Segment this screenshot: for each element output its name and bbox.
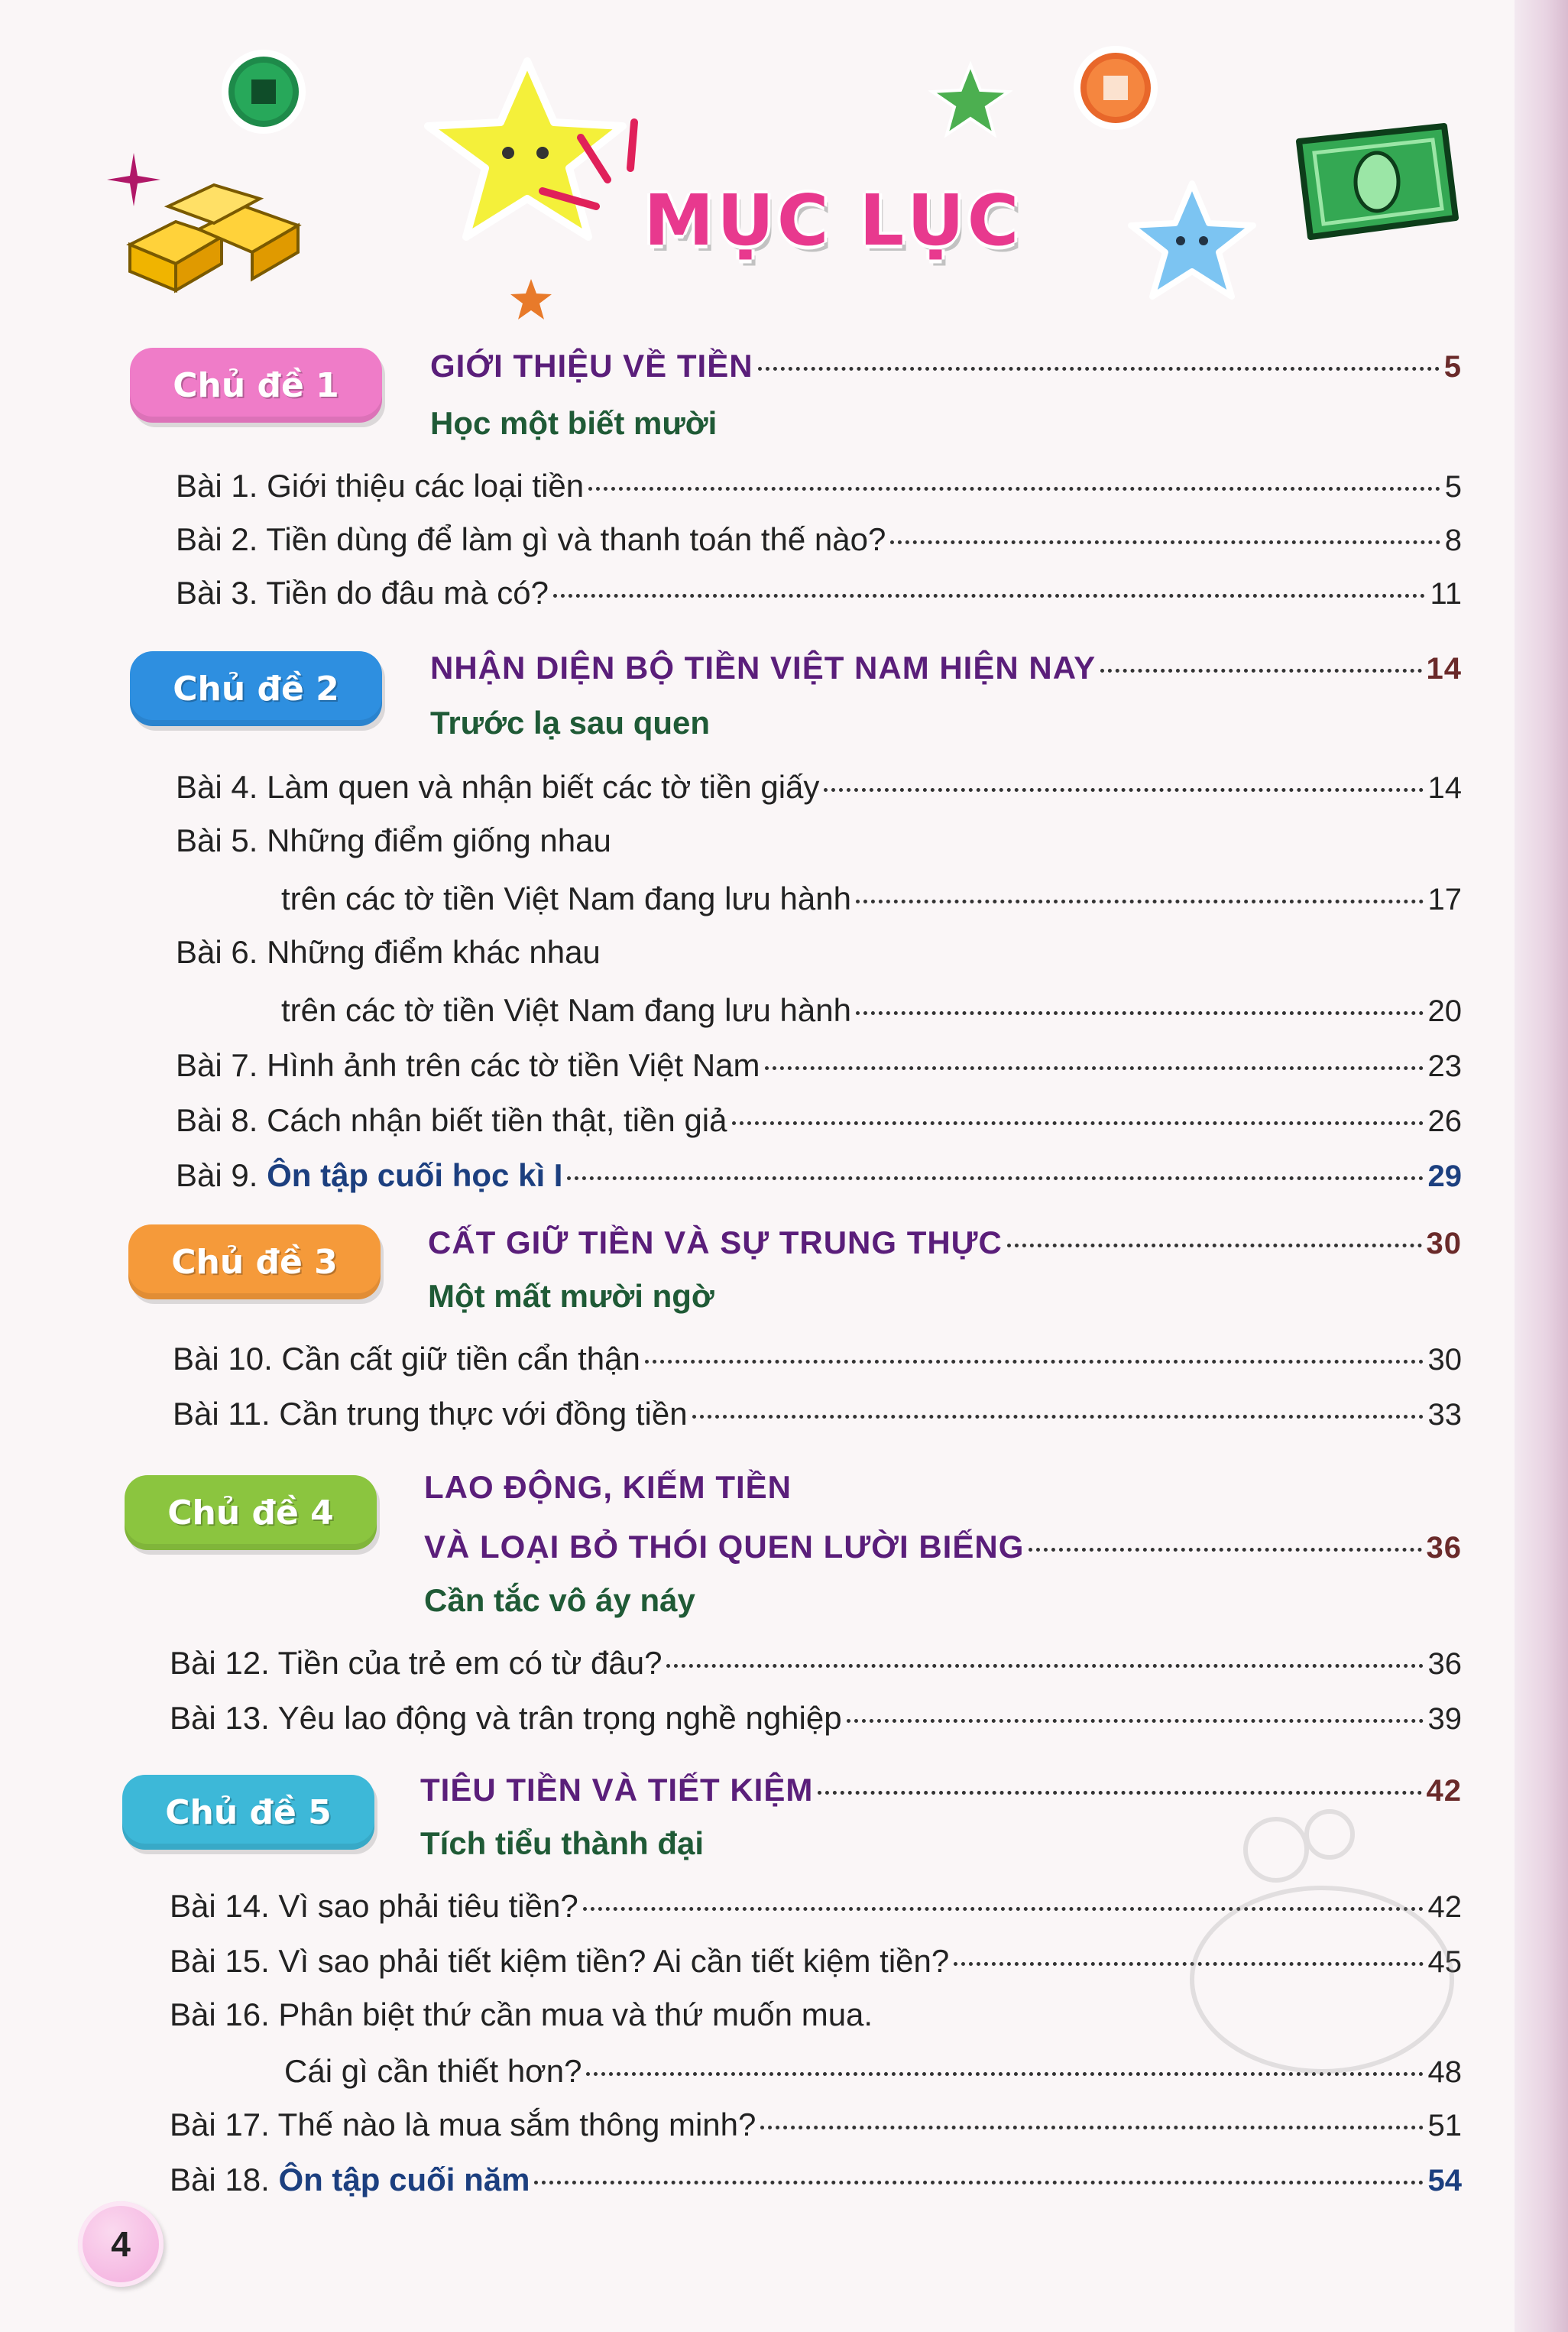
- lesson-title: Bài 17. Thế nào là mua sắm thông minh?: [170, 2107, 756, 2142]
- lesson-title: Bài 1. Giới thiệu các loại tiền: [176, 468, 585, 504]
- page-title: MỤC LỤC: [643, 180, 1022, 261]
- piggy-bank-watermark-icon: [1161, 1781, 1482, 2102]
- lesson-entry: [173, 1341, 1462, 1377]
- topic-subtitle-3: Một mất mười ngờ: [428, 1278, 714, 1314]
- lesson-title: Bài 16. Phân biệt thứ cần mua và thứ muốn mua.: [170, 1996, 873, 2032]
- dot-leader: [588, 487, 1440, 491]
- dot-leader: [1100, 669, 1421, 673]
- orange-coin-icon: [1070, 42, 1161, 134]
- green-coin-icon: [218, 46, 309, 138]
- topic-badge-5: Chủ đề 5: [122, 1775, 374, 1850]
- lesson-title: Bài 13. Yêu lao động và trân trọng nghề nghiệp: [170, 1700, 842, 1736]
- lesson-page: 42: [1427, 1890, 1462, 1924]
- lesson-prefix: Bài 18.: [170, 2162, 270, 2197]
- lesson-entry: [281, 881, 1462, 917]
- topic-page-4: 36: [1426, 1531, 1462, 1565]
- dot-leader: [847, 1719, 1424, 1723]
- dot-leader: [765, 1066, 1424, 1070]
- topic-title-1-text: GIỚI THIỆU VỀ TIỀN: [430, 348, 753, 384]
- dot-leader: [856, 1011, 1424, 1015]
- lesson-page: 29: [1427, 1160, 1462, 1193]
- topic-title-3-text: CẤT GIỮ TIỀN VÀ SỰ TRUNG THỰC: [428, 1224, 1003, 1260]
- lesson-title: Bài 15. Vì sao phải tiết kiệm tiền? Ai cần tiết kiệm tiền?: [170, 1943, 950, 1979]
- lesson-title-bold: Ôn tập cuối năm: [278, 2162, 530, 2197]
- dot-leader: [732, 1121, 1424, 1125]
- dot-leader: [758, 367, 1440, 371]
- topic-subtitle-2: Trước lạ sau quen: [430, 705, 711, 741]
- green-star-icon: [928, 61, 1012, 138]
- dot-leader: [1029, 1548, 1421, 1552]
- small-orange-star-icon: [508, 277, 554, 323]
- lesson-entry: [176, 1102, 1462, 1139]
- topic-page-5: 42: [1426, 1774, 1462, 1808]
- lesson-title: Bài 4. Làm quen và nhận biết các tờ tiền giấy: [176, 769, 820, 805]
- lesson-title: Bài 5. Những điểm giống nhau: [176, 822, 611, 858]
- lesson-page: 51: [1427, 2109, 1462, 2142]
- dot-leader: [534, 2181, 1423, 2184]
- lesson-entry: [170, 1700, 1462, 1737]
- lesson-entry: [176, 769, 1462, 806]
- topic-subtitle-1: Học một biết mười: [430, 405, 718, 441]
- topic-page-3: 30: [1426, 1227, 1462, 1260]
- lesson-title: Bài 2. Tiền dùng để làm gì và thanh toán thế nào?: [176, 521, 886, 557]
- page-number-badge: 4: [78, 2201, 164, 2287]
- dot-leader: [666, 1664, 1423, 1668]
- lesson-page: 5: [1444, 470, 1462, 504]
- topic-subtitle-5: Tích tiểu thành đại: [420, 1825, 705, 1861]
- topic-page-2: 14: [1426, 652, 1462, 686]
- topic-badge-1: Chủ đề 1: [130, 348, 382, 423]
- dot-leader: [567, 1176, 1423, 1180]
- dot-leader: [856, 900, 1424, 903]
- dot-leader: [890, 540, 1440, 544]
- topic-badge-2: Chủ đề 2: [130, 651, 382, 726]
- gold-bars-icon: [115, 176, 321, 298]
- lesson-entry: [176, 468, 1462, 504]
- lesson-page: 30: [1427, 1343, 1462, 1377]
- lesson-page: 36: [1427, 1647, 1462, 1681]
- blue-star-icon: [1123, 176, 1261, 306]
- topic-badge-4: Chủ đề 4: [125, 1475, 377, 1550]
- topic-title-2-text: NHẬN DIỆN BỘ TIỀN VIỆT NAM HIỆN NAY: [430, 650, 1097, 686]
- lesson-entry: [170, 2107, 1462, 2143]
- topic-badge-3: Chủ đề 3: [128, 1224, 381, 1299]
- lesson-page: 39: [1427, 1702, 1462, 1736]
- lesson-entry: [281, 992, 1462, 1029]
- lesson-page: 17: [1427, 883, 1462, 916]
- dot-leader: [692, 1415, 1424, 1419]
- lesson-title-continued: trên các tờ tiền Việt Nam đang lưu hành: [281, 992, 851, 1028]
- dot-leader: [553, 594, 1425, 598]
- lesson-page: 48: [1427, 2055, 1462, 2089]
- lesson-page: 33: [1427, 1398, 1462, 1432]
- banknote-icon: [1284, 111, 1467, 248]
- lesson-entry: [176, 521, 1462, 558]
- lesson-title-bold: Ôn tập cuối học kì I: [267, 1157, 563, 1193]
- topic-page-1: 5: [1443, 350, 1462, 384]
- lesson-page: 20: [1427, 994, 1462, 1028]
- lesson-title: Bài 6. Những điểm khác nhau: [176, 934, 601, 970]
- lesson-entry: [170, 1645, 1462, 1682]
- lesson-title: Bài 11. Cần trung thực với đồng tiền: [173, 1396, 688, 1432]
- topic-title-2: [430, 650, 1462, 686]
- dot-leader: [1007, 1244, 1422, 1247]
- lesson-title: Bài 12. Tiền của trẻ em có từ đâu?: [170, 1645, 663, 1681]
- lesson-page: 26: [1427, 1104, 1462, 1138]
- topic-title-3: [428, 1224, 1462, 1261]
- topic-title-4-line1: LAO ĐỘNG, KIẾM TIỀN: [424, 1469, 792, 1505]
- lesson-page: 45: [1427, 1945, 1462, 1979]
- topic-title-1: [430, 348, 1462, 384]
- lesson-title-continued: Cái gì cần thiết hơn?: [284, 2053, 582, 2089]
- topic-title-4-text: VÀ LOẠI BỎ THÓI QUEN LƯỜI BIẾNG: [424, 1529, 1025, 1565]
- lesson-title: Bài 7. Hình ảnh trên các tờ tiền Việt Nam: [176, 1047, 760, 1083]
- lesson-title: Bài 14. Vì sao phải tiêu tiền?: [170, 1888, 578, 1924]
- lesson-page: 8: [1444, 524, 1462, 557]
- lesson-title-continued: trên các tờ tiền Việt Nam đang lưu hành: [281, 881, 851, 916]
- topic-title-4: [424, 1529, 1462, 1565]
- page-edge: [1515, 0, 1568, 2332]
- dot-leader: [645, 1360, 1424, 1364]
- dot-leader: [824, 788, 1423, 792]
- lesson-page: 11: [1430, 577, 1462, 611]
- lesson-title: Bài 8. Cách nhận biết tiền thật, tiền giả: [176, 1102, 727, 1138]
- lesson-entry: [176, 575, 1462, 611]
- lesson-page: 23: [1427, 1049, 1462, 1083]
- dot-leader: [760, 2126, 1423, 2129]
- lesson-entry: [173, 1396, 1462, 1432]
- topic-title-5-text: TIÊU TIỀN VÀ TIẾT KIỆM: [420, 1772, 814, 1808]
- lesson-page: 54: [1427, 2164, 1462, 2197]
- topic-subtitle-4: Cần tắc vô áy náy: [424, 1582, 695, 1618]
- lesson-page: 14: [1427, 771, 1462, 805]
- lesson-entry: [170, 2162, 1462, 2198]
- lesson-prefix: Bài 9.: [176, 1157, 258, 1193]
- lesson-entry: [176, 1157, 1462, 1194]
- lesson-title: Bài 10. Cần cất giữ tiền cẩn thận: [173, 1341, 640, 1377]
- lesson-title: Bài 3. Tiền do đâu mà có?: [176, 575, 549, 611]
- lesson-entry: [176, 1047, 1462, 1084]
